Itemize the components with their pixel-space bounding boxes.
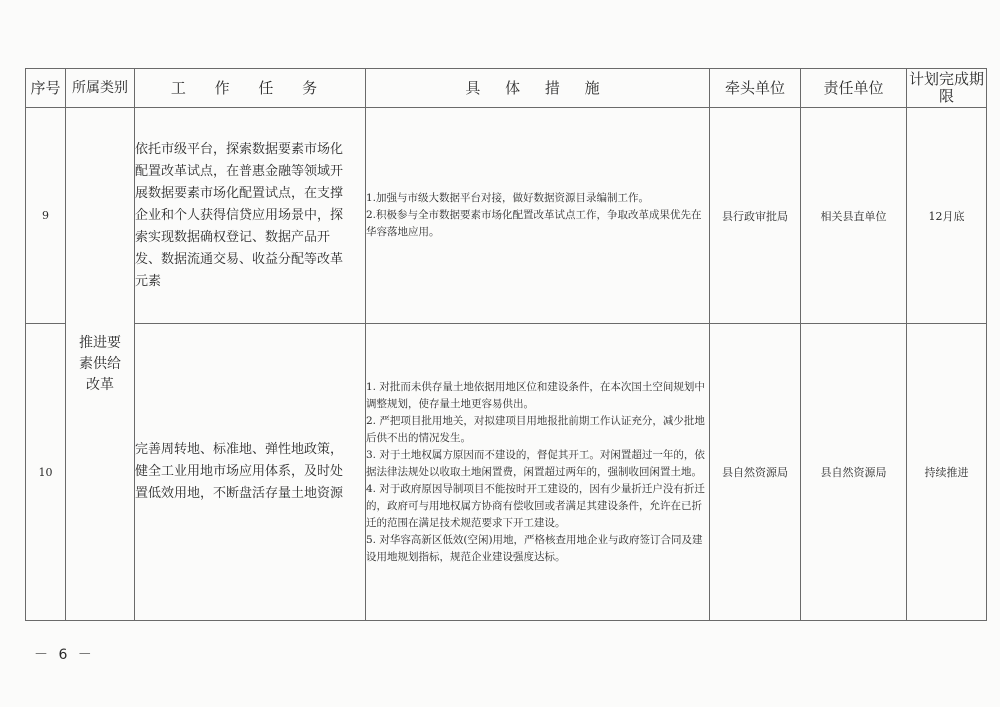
- header-measures: 具 体 措 施: [366, 69, 710, 108]
- resp-unit-cell: 相关县直单位: [801, 108, 907, 324]
- deadline-cell: 12月底: [907, 108, 987, 324]
- resp-unit-cell: 县自然资源局: [801, 324, 907, 621]
- header-seq: 序号: [26, 69, 66, 108]
- measure-item: 5. 对华容高新区低效(空闲)用地，严格核查用地企业与政府签订合同及建设用地规划指标，规范企业建设强度达标。: [366, 533, 703, 563]
- category-line: 推进要: [79, 334, 121, 351]
- category-cell: [66, 108, 135, 621]
- header-resp-unit: 责任单位: [801, 69, 907, 108]
- lead-unit-cell: 县自然资源局: [710, 324, 801, 621]
- table-header-row: [26, 69, 987, 108]
- header-lead-unit: 牵头单位: [710, 69, 801, 108]
- measure-item: 4. 对于政府原因导制项目不能按时开工建设的，因有少量折迁户没有折迁的，政府可与用地权属方协商有偿收回或者满足其建设条件，允许在已折迁的范围在满足技术规范要求下开工建设。: [366, 482, 705, 529]
- task-text: 完善周转地、标准地、弹性地政策，健全工业用地市场应用体系，及时处置低效用地，不断盘活存量土地资源: [135, 442, 344, 501]
- page-number: － 6 －: [34, 647, 95, 663]
- task-cell: [135, 108, 366, 324]
- task-table: [25, 68, 987, 621]
- measures-cell: [366, 108, 710, 324]
- measure-item: 1. 对批而未供存量土地依据用地区位和建设条件，在本次国土空间规划中调整规划，使存量土地更容易供出。: [366, 380, 705, 410]
- header-category: 所属类别: [66, 69, 135, 108]
- category-line: 改革: [86, 376, 114, 393]
- header-deadline: 计划完成期限: [907, 69, 987, 108]
- table-row: [26, 324, 987, 621]
- measure-item: 3. 对于土地权属方原因而不建设的，督促其开工。对闲置超过一年的，依据法律法规处以收取土地闲置费，闲置超过两年的，强制收回闲置土地。: [366, 448, 705, 478]
- measures-cell: [366, 324, 710, 621]
- task-text: 依托市级平台，探索数据要素市场化配置改革试点，在普惠金融等领域开展数据要素市场化配置试点，在支撑企业和个人获得信贷应用场景中，探索实现数据确权登记、数据产品开发、数据流通交易、收益分配等改革元素: [135, 141, 344, 289]
- category-line: 素供给: [79, 355, 121, 372]
- task-cell: [135, 324, 366, 621]
- measure-item: 2.积极参与全市数据要素市场化配置改革试点工作，争取改革成果优先在华容落地应用。: [366, 209, 702, 238]
- table-row: [26, 108, 987, 324]
- lead-unit-cell: 县行政审批局: [710, 108, 801, 324]
- row-seq: 10: [26, 324, 66, 621]
- row-seq: 9: [26, 108, 66, 324]
- deadline-cell: 持续推进: [907, 324, 987, 621]
- measure-item: 2. 严把项目批用地关，对拟建项目用地报批前期工作认证充分，减少批地后供不出的情况发生。: [366, 414, 705, 444]
- measure-item: 1.加强与市级大数据平台对接，做好数据资源目录编制工作。: [366, 192, 650, 204]
- header-task: 工 作 任 务: [135, 69, 366, 108]
